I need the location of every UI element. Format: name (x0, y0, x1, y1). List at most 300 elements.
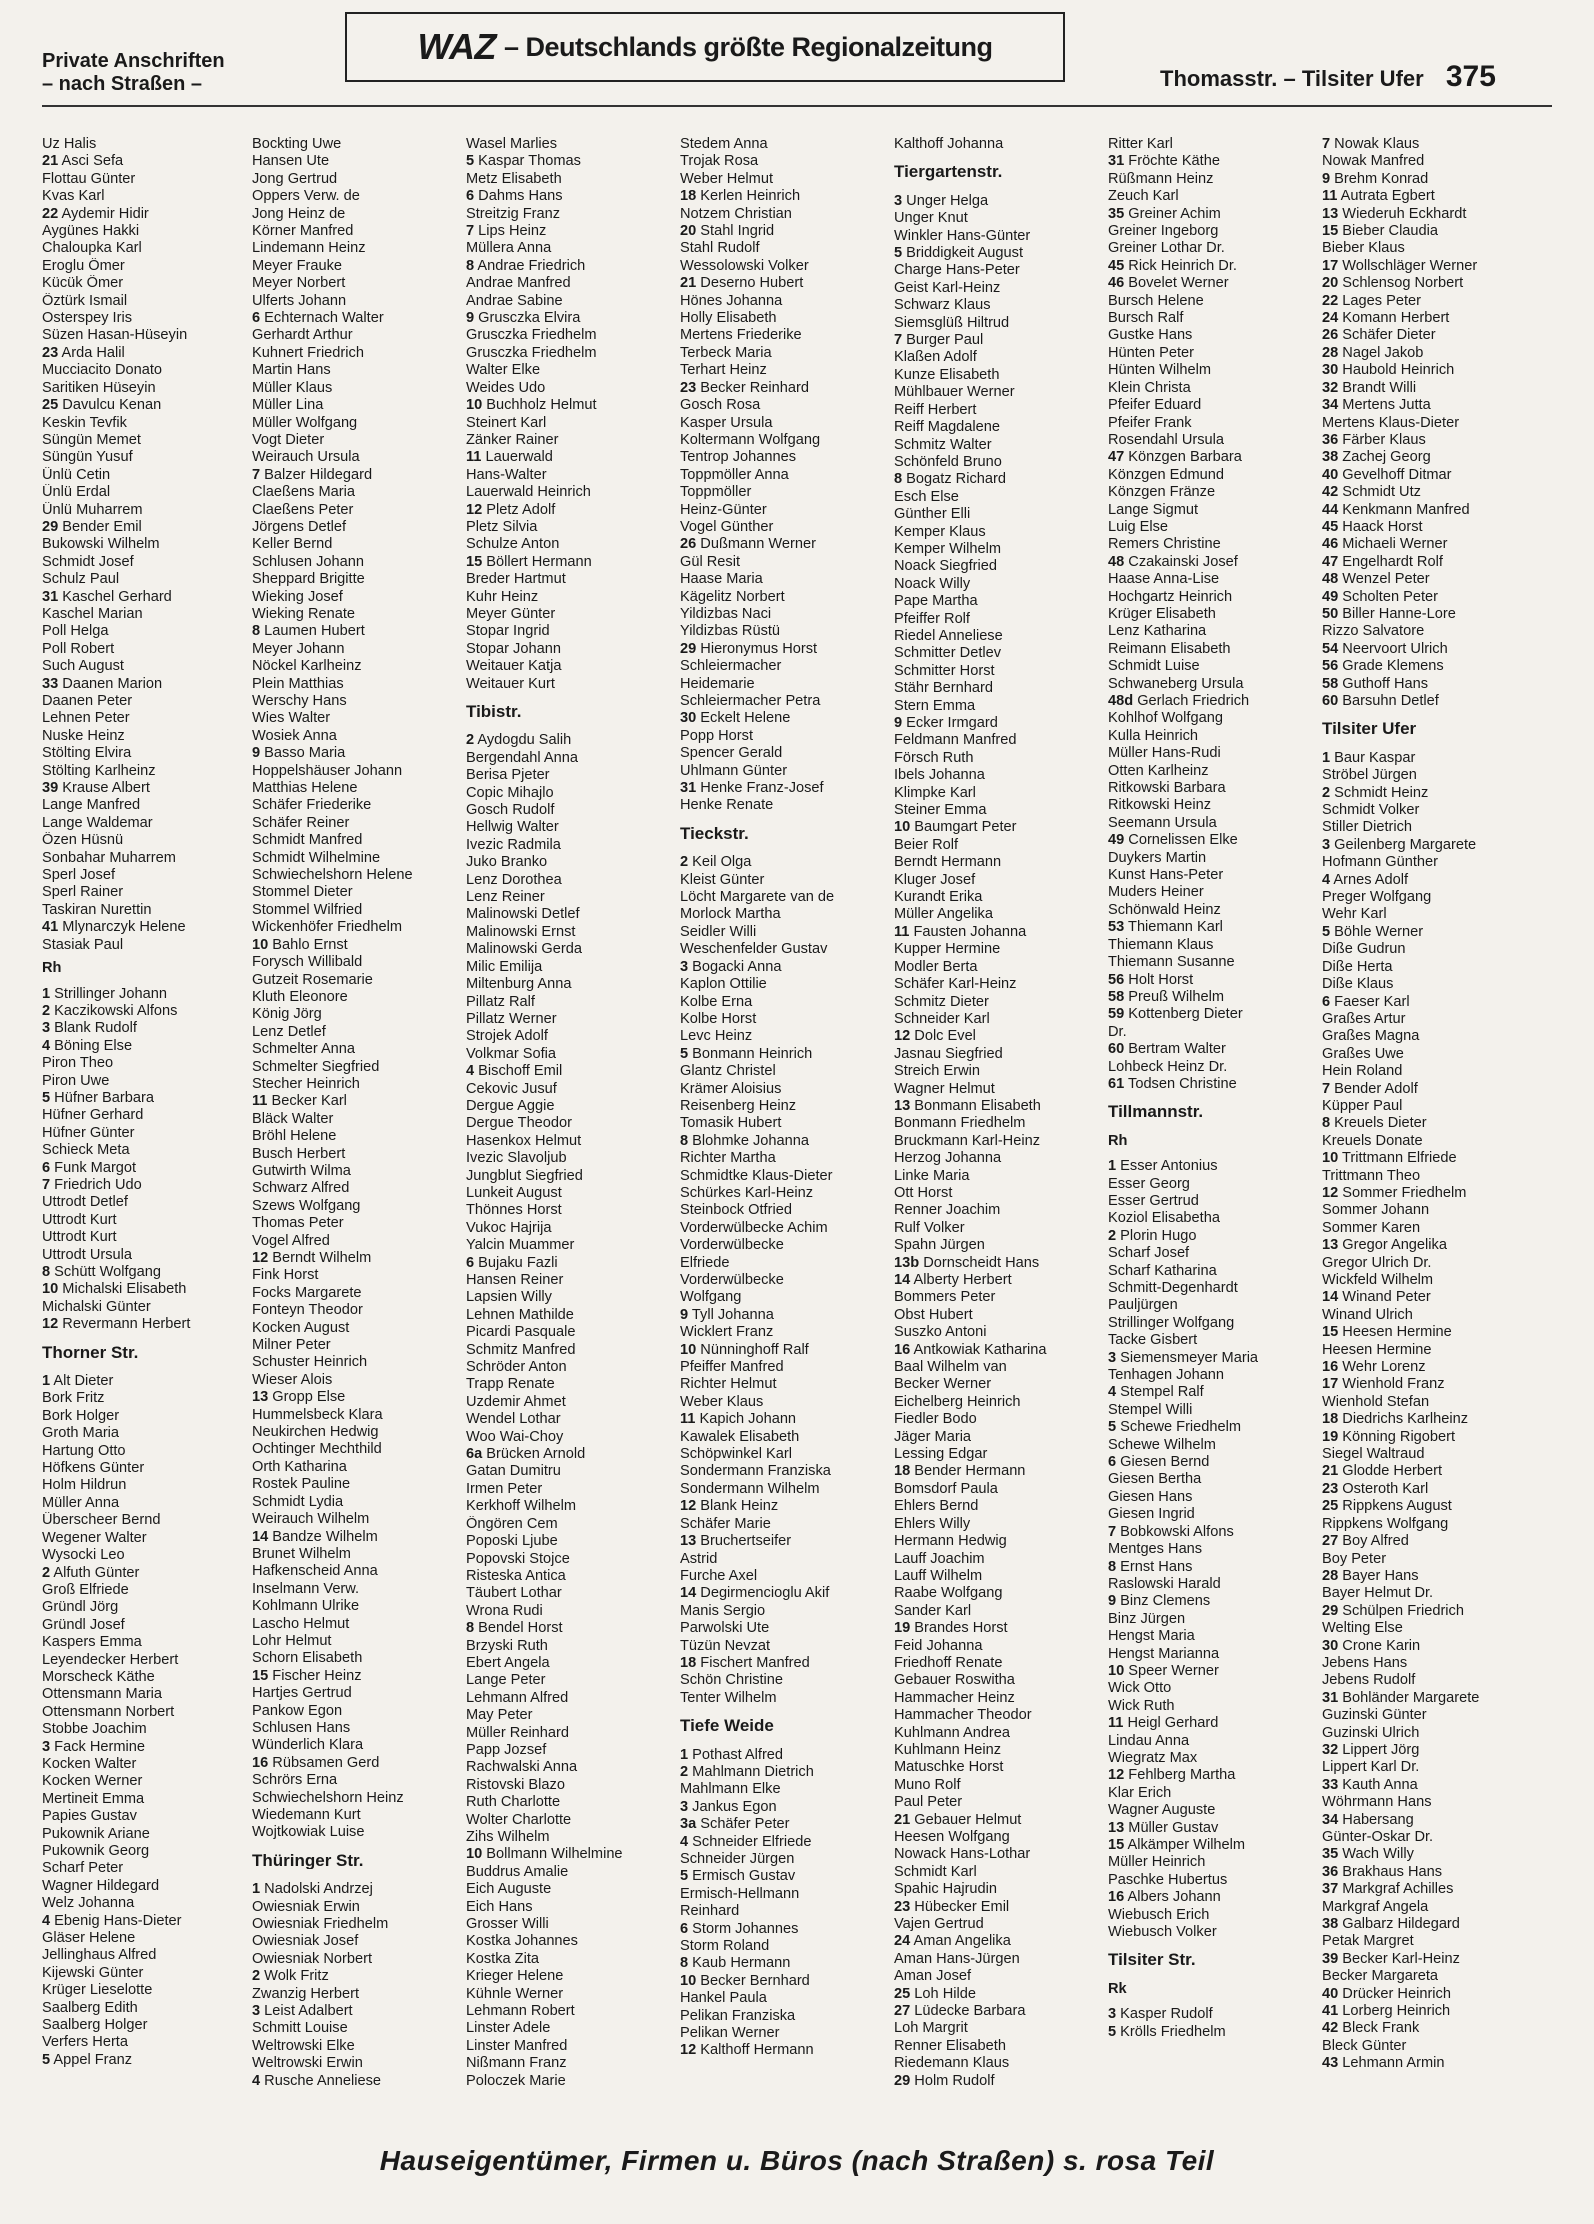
section-label (42, 50, 225, 96)
listing-entry: Muders Heiner (1108, 884, 1204, 901)
house-number: 11 (894, 923, 910, 940)
column-7 (1322, 136, 1530, 2073)
section-label-line1: Private Anschriften (42, 50, 225, 72)
listing-entry: 29 Bender Emil (42, 518, 142, 535)
listing-entry: 31 Fröchte Käthe (1108, 153, 1220, 170)
listing-entry: 10 Bahlo Ernst (252, 936, 348, 953)
listing-entry: Bomsdorf Paula (894, 1480, 998, 1497)
listing-entry: Schönwald Heinz (1108, 901, 1221, 918)
listing-entry: 1 Baur Kaspar (1322, 749, 1416, 766)
listing-entry: Müller Lina (252, 397, 324, 414)
listing-entry: Lange Peter (466, 1672, 546, 1689)
listing-entry: Kvas Karl (42, 188, 105, 205)
listing-entry: 4 Ebenig Hans-Dieter (42, 1912, 182, 1929)
listing-entry: Krüger Elisabeth (1108, 605, 1216, 622)
listing-entry: Kocken Walter (42, 1755, 137, 1772)
listing-entry: 3 Bogacki Anna (680, 958, 782, 975)
listing-entry: Weirauch Ursula (252, 449, 360, 466)
house-number: 39 (1322, 1950, 1339, 1967)
listing-entry: 14 Bandze Wilhelm (252, 1528, 378, 1545)
house-number: 11 (680, 1411, 696, 1428)
listing-entry: Schmelter Anna (252, 1041, 356, 1058)
house-number: 16 (1108, 1889, 1125, 1906)
house-number: 1 (42, 1373, 51, 1390)
listing-entry: Stölting Elvira (42, 745, 132, 762)
house-number: 6 (1322, 993, 1331, 1010)
listing-entry: Uz Halis (42, 136, 97, 152)
listing-entry: 4 Böning Else (42, 1037, 133, 1054)
house-number: 12 (1108, 1767, 1125, 1784)
listing-entry: Kolbe Horst (680, 1010, 757, 1027)
listing-entry: 13 Gregor Angelika (1322, 1237, 1447, 1254)
listing-entry: Stempel Willi (1108, 1401, 1193, 1418)
listing-entry: Hartung Otto (42, 1442, 126, 1459)
house-number: 8 (1108, 1558, 1117, 1575)
listing-entry: 26 Dußmann Werner (680, 536, 816, 553)
listing-entry: Tomasik Hubert (680, 1115, 782, 1132)
listing-entry: 12 Sommer Friedhelm (1322, 1184, 1467, 1201)
listing-entry: 4 Arnes Adolf (1322, 871, 1409, 888)
listing-entry: 7 Burger Paul (894, 332, 984, 349)
house-number: 15 (1322, 223, 1339, 240)
listing-entry: Strojek Adolf (466, 1028, 548, 1045)
listing-entry: Ochtinger Mechthild (252, 1441, 382, 1458)
listing-entry: Morlock Martha (680, 906, 781, 923)
house-number: 6 (1108, 1454, 1117, 1471)
listing-entry: 56 Grade Klemens (1322, 658, 1444, 675)
listing-entry: Schulze Anton (466, 536, 560, 553)
listing-entry: Kerkhoff Wilhelm (466, 1498, 577, 1515)
house-number: 4 (466, 1063, 475, 1080)
listing-entry: Schäfer Marie (680, 1515, 771, 1532)
listing-entry: Wasel Marlies (466, 136, 558, 152)
listing-entry: Hengst Marianna (1108, 1645, 1220, 1662)
listing-entry: 41 Lorberg Heinrich (1322, 2003, 1451, 2020)
listing-entry: Pelikan Franziska (680, 2007, 796, 2024)
listing-entry: Saalberg Edith (42, 1999, 138, 2016)
listing-entry: Riedel Anneliese (894, 627, 1003, 644)
listing-entry: Hüfner Gerhard (42, 1107, 144, 1124)
listing-entry: Streich Erwin (894, 1063, 980, 1080)
listing-entry: Preger Wolfgang (1322, 889, 1432, 906)
listing-entry: Grusczka Friedhelm (466, 327, 597, 344)
listing-entry: 32 Brandt Willi (1322, 379, 1417, 396)
listing-entry: Lehmann Robert (466, 2003, 575, 2020)
listing-entry: Uzdemir Ahmet (466, 1393, 566, 1410)
house-number: 10 (466, 1846, 483, 1863)
listing-entry: Morscheck Käthe (42, 1668, 155, 1685)
listing-entry: Mahlmann Elke (680, 1781, 781, 1798)
listing-entry: Pelikan Werner (680, 2025, 780, 2042)
listing-entry: Schön Christine (680, 1672, 784, 1689)
listing-entry: 20 Stahl Ingrid (680, 223, 775, 240)
listing-entry: 3 Fack Hermine (42, 1738, 146, 1755)
listing-entry: Groß Elfriede (42, 1581, 129, 1598)
house-number: 5 (42, 2051, 51, 2068)
listing-entry: Wiebusch Volker (1108, 1924, 1217, 1941)
listing-entry: 8 Blohmke Johanna (680, 1132, 810, 1149)
listing-entry: 3a Schäfer Peter (680, 1816, 790, 1833)
listing-entry: 3 Siemensmeyer Maria (1108, 1349, 1259, 1366)
listing-entry: Meyer Johann (252, 640, 345, 657)
house-number: 4 (680, 1833, 689, 1850)
listing-entry: 5 Bonmann Heinrich (680, 1045, 813, 1062)
listing-entry: Lange Manfred (42, 797, 141, 814)
listing-entry: Schwarz Klaus (894, 297, 991, 314)
listing-entry: Unger Knut (894, 210, 968, 227)
house-number: 6 (42, 1159, 51, 1176)
house-number: 31 (42, 588, 59, 605)
listing-entry: Löcht Margarete van de (680, 889, 835, 906)
listing-entry: Stedem Anna (680, 136, 768, 152)
house-number: 31 (1322, 1689, 1339, 1706)
listing-entry: Chaloupka Karl (42, 240, 142, 257)
listing-entry: Gosch Rosa (680, 397, 761, 414)
listing-entry: 17 Wienhold Franz (1322, 1376, 1445, 1393)
listing-entry: Mertens Klaus-Dieter (1322, 414, 1460, 431)
listing-entry: 29 Schülpen Friedrich (1322, 1602, 1464, 1619)
listing-entry: Kaschel Marian (42, 605, 143, 622)
listing-entry: Vogt Dieter (252, 431, 325, 448)
listing-entry: Grusczka Friedhelm (466, 344, 597, 361)
listing-entry: Raabe Wolfgang (894, 1585, 1003, 1602)
house-number: 17 (1322, 257, 1339, 274)
listing-entry: Kaspers Emma (42, 1634, 142, 1651)
listing-entry: Noack Siegfried (894, 558, 998, 575)
listing-entry: Wöhrmann Hans (1322, 1794, 1432, 1811)
listing-entry: Ottensmann Norbert (42, 1703, 175, 1720)
listing-entry: Milner Peter (252, 1337, 331, 1354)
listing-entry: 46 Bovelet Werner (1108, 275, 1229, 292)
listing-entry: Spahic Hajrudin (894, 1881, 998, 1898)
listing-entry: Hellwig Walter (466, 819, 559, 836)
listing-entry: 30 Haubold Heinrich (1322, 362, 1455, 379)
listing-entry: Pukownik Ariane (42, 1825, 150, 1842)
listing-entry: Holm Hildrun (42, 1477, 127, 1494)
listing-entry: 29 Hieronymus Horst (680, 640, 818, 657)
listing-entry: Müller Klaus (252, 379, 333, 396)
listing-entry: Guzinski Ulrich (1322, 1724, 1420, 1741)
listing-entry: Aman Hans-Jürgen (894, 1950, 1020, 1967)
listing-entry: 40 Gevelhoff Ditmar (1322, 466, 1452, 483)
house-number: 16 (1322, 1359, 1339, 1376)
listing-entry: Klar Erich (1108, 1784, 1172, 1801)
listing-entry: 36 Brakhaus Hans (1322, 1863, 1443, 1880)
house-number: 1 (1108, 1158, 1117, 1175)
listing-entry: Diße Herta (1322, 958, 1393, 975)
listing-entry: Ibels Johanna (894, 767, 985, 784)
house-number: 33 (1322, 1776, 1339, 1793)
listing-entry: Schwarz Alfred (252, 1180, 350, 1197)
listing-entry: Stobbe Joachim (42, 1721, 147, 1738)
listing-entry: Hammacher Heinz (894, 1689, 1015, 1706)
listing-entry: Krämer Aloisius (680, 1080, 782, 1097)
listing-entry: Kemper Wilhelm (894, 540, 1002, 557)
listing-entry: 53 Thiemann Karl (1108, 919, 1223, 936)
listing-entry: Schleiermacher Petra (680, 693, 821, 709)
listing-entry: Welting Else (1322, 1620, 1403, 1637)
listing-entry: 5 Ermisch Gustav (680, 1868, 796, 1885)
listing-entry: Klimpke Karl (894, 784, 976, 801)
house-number: 30 (680, 710, 697, 727)
house-number: 18 (680, 1654, 697, 1671)
house-number: 28 (1322, 1567, 1339, 1584)
listing-entry: Gutzeit Rosemarie (252, 971, 373, 988)
listing-entry: Elfriede (680, 1254, 730, 1271)
listing-entry: 6 Funk Margot (42, 1159, 137, 1176)
listing-entry: Claeßens Peter (252, 501, 354, 518)
listing-entry: 31 Kaschel Gerhard (42, 588, 172, 605)
listing-entry: Müller Wolfgang (252, 414, 358, 431)
listing-entry: Lenz Katharina (1108, 623, 1207, 640)
listing-entry: Kalthoff Johanna (894, 136, 1004, 152)
listing-entry: 38 Zachej Georg (1322, 449, 1431, 466)
listing-entry: Paul Peter (894, 1794, 963, 1811)
listing-entry: Kocken August (252, 1319, 350, 1336)
listing-entry: Gebauer Roswitha (894, 1672, 1015, 1689)
house-number: 10 (1322, 1150, 1339, 1167)
listing-entry: Öztürk Ismail (42, 292, 128, 309)
listing-entry: Sommer Johann (1322, 1202, 1430, 1219)
listing-entry: 60 Barsuhn Detlef (1322, 693, 1439, 709)
listing-entry: 27 Boy Alfred (1322, 1533, 1409, 1550)
listing-entry: Pauljürgen (1108, 1297, 1178, 1314)
house-number: 7 (894, 332, 903, 349)
listing-entry: Wiegratz Max (1108, 1749, 1198, 1766)
house-number: 59 (1108, 1006, 1125, 1023)
listing-entry: Kemper Klaus (894, 523, 986, 540)
listing-entry: Bukowski Wilhelm (42, 536, 160, 553)
listing-entry: 12 Blank Heinz (680, 1498, 779, 1515)
listing-entry: Lauff Joachim (894, 1550, 985, 1567)
listing-entry: Seidler Willi (680, 923, 757, 940)
house-number: 45 (1322, 518, 1339, 535)
house-number: 15 (252, 1667, 269, 1684)
house-number: 48 (1322, 571, 1339, 588)
listing-entry: Streitzig Franz (466, 205, 561, 222)
house-number: 56 (1108, 971, 1125, 988)
listing-entry: Müller Heinrich (1108, 1854, 1206, 1871)
listing-entry: Hünten Wilhelm (1108, 362, 1212, 379)
listing-entry: Kuhlmann Andrea (894, 1724, 1011, 1741)
listing-entry: Spencer Gerald (680, 745, 783, 762)
listing-entry: Petak Margret (1322, 1933, 1414, 1950)
listing-entry: Gründl Jörg (42, 1599, 119, 1616)
listing-entry: Tenter Wilhelm (680, 1689, 777, 1706)
listing-entry: 16 Rübsamen Gerd (252, 1754, 380, 1771)
listing-entry: Bleck Günter (1322, 2037, 1407, 2054)
listing-entry: Linster Manfred (466, 2037, 568, 2054)
listing-entry: 45 Haack Horst (1322, 518, 1423, 535)
listing-entry: 19 Könning Rigobert (1322, 1428, 1456, 1445)
listing-entry: 8 Laumen Hubert (252, 623, 365, 640)
listing-entry: Eich Hans (466, 1898, 533, 1915)
listing-entry: Ott Horst (894, 1184, 953, 1201)
listing-entry: 25 Rippkens August (1322, 1498, 1452, 1515)
street-heading: Tiefe Weide (680, 1717, 774, 1735)
listing-entry: 11 Autrata Egbert (1322, 188, 1435, 205)
listing-entry: 5 Krölls Friedhelm (1108, 2023, 1226, 2040)
listing-entry: Wick Ruth (1108, 1697, 1175, 1714)
house-number: 40 (1322, 466, 1339, 483)
listing-entry: 18 Fischert Manfred (680, 1654, 810, 1671)
house-number: 9 (680, 1306, 689, 1323)
listing-entry: 60 Bertram Walter (1108, 1041, 1226, 1058)
listing-entry: 13 Gropp Else (252, 1389, 346, 1406)
listing-entry: 8 Ernst Hans (1108, 1558, 1193, 1575)
listing-entry: Bieber Klaus (1322, 240, 1405, 257)
house-number: 28 (1322, 344, 1339, 361)
listing-entry: Noack Willy (894, 575, 971, 592)
listing-entry: Kunst Hans-Peter (1108, 867, 1224, 884)
listing-entry: Vogel Alfred (252, 1232, 330, 1249)
listing-entry: Popp Horst (680, 727, 754, 744)
listing-entry: 14 Degirmencioglu Akif (680, 1585, 830, 1602)
listing-entry: Renner Joachim (894, 1202, 1001, 1219)
listing-entry: Koziol Elisabetha (1108, 1210, 1220, 1227)
masthead-box (345, 12, 1065, 82)
listing-entry: 4 Bischoff Emil (466, 1063, 563, 1080)
column-4 (680, 136, 888, 2060)
listing-entry: Irmen Peter (466, 1480, 543, 1497)
listing-entry: Täubert Lothar (466, 1585, 562, 1602)
page-number: 375 (1445, 60, 1496, 93)
listing-entry: 9 Grusczka Elvira (466, 310, 581, 327)
listing-entry: Kluger Josef (894, 871, 976, 888)
listing-entry: Grosser Willi (466, 1916, 549, 1933)
listing-entry: Hengst Maria (1108, 1628, 1195, 1645)
listing-entry: Notzem Christian (680, 205, 792, 222)
listing-entry: Hammacher Theodor (894, 1707, 1032, 1724)
listing-entry: Becker Werner (894, 1376, 992, 1393)
listing-entry: Mertens Friederike (680, 327, 802, 344)
waz-logo: WAZ (417, 26, 496, 67)
house-number: 49 (1108, 832, 1125, 849)
listing-entry: Schröder Anton (466, 1359, 567, 1376)
listing-entry: 46 Michaeli Werner (1322, 536, 1448, 553)
listing-entry: Schmitz Manfred (466, 1341, 576, 1358)
listing-entry: Raslowski Harald (1108, 1575, 1221, 1592)
listing-entry: 2 Schmidt Heinz (1322, 784, 1429, 801)
listing-entry: Strillinger Wolfgang (1108, 1314, 1235, 1331)
house-number: 25 (894, 1985, 911, 2002)
house-number: 2 (680, 854, 689, 871)
listing-entry: Jong Gertrud (252, 170, 338, 187)
house-number: 42 (1322, 2020, 1339, 2037)
masthead-title: – Deutschlands größte Regionalzeitung (503, 31, 993, 62)
listing-entry: Stahl Rudolf (680, 240, 760, 257)
listing-entry: Sperl Rainer (42, 884, 124, 901)
listing-entry: Hummelsbeck Klara (252, 1406, 383, 1423)
listing-entry: Müller Angelika (894, 906, 993, 923)
listing-entry: Heinz-Günter (680, 501, 767, 518)
house-number: 10 (680, 1341, 697, 1358)
listing-entry: 10 Michalski Elisabeth (42, 1281, 187, 1298)
house-number: 2 (42, 1002, 51, 1019)
listing-entry: Gosch Rudolf (466, 802, 555, 819)
listing-entry: Diße Klaus (1322, 976, 1394, 993)
listing-entry: Bröhl Helene (252, 1128, 337, 1145)
listing-entry: Überscheer Bernd (42, 1512, 161, 1529)
listing-entry: Rachwalski Anna (466, 1759, 578, 1776)
house-number: 13 (1322, 205, 1339, 222)
listing-entry: 47 Könzgen Barbara (1108, 449, 1242, 466)
listing-entry: Heesen Wolfgang (894, 1829, 1010, 1845)
listing-entry: Vogel Günther (680, 518, 774, 535)
house-number: 31 (1108, 153, 1125, 170)
listing-entry: Koltermann Wolfgang (680, 431, 821, 448)
listing-entry: 44 Kenkmann Manfred (1322, 501, 1470, 518)
listing-entry: Özen Hüsnü (42, 832, 124, 849)
listing-entry: 38 Galbarz Hildegard (1322, 1916, 1460, 1933)
listing-entry: Kägelitz Norbert (680, 588, 785, 605)
listing-entry: Terhart Heinz (680, 362, 767, 379)
listing-entry: 6 Giesen Bernd (1108, 1454, 1210, 1471)
house-number: 7 (466, 223, 475, 240)
listing-entry: Thiemann Klaus (1108, 936, 1214, 953)
listing-entry: 15 Böllert Hermann (466, 553, 592, 570)
listing-entry: 13 Wiederuh Eckhardt (1322, 205, 1467, 222)
house-number: 3 (680, 1798, 689, 1815)
listing-entry: Wolter Charlotte (466, 1811, 572, 1828)
listing-entry: Terbeck Maria (680, 344, 772, 361)
listing-entry: 13 Bruchertseifer (680, 1533, 792, 1550)
house-number: 4 (252, 2072, 261, 2089)
house-number: 54 (1322, 640, 1339, 657)
listing-entry: 3 Unger Helga (894, 192, 989, 209)
listing-entry: Kluth Eleonore (252, 988, 348, 1005)
listing-entry: Jungblut Siegfried (466, 1167, 583, 1184)
listing-entry: Matuschke Horst (894, 1759, 1004, 1776)
listing-entry: 7 Friedrich Udo (42, 1176, 142, 1193)
listing-entry: 1 Pothast Alfred (680, 1746, 784, 1763)
listing-entry: König Jörg (252, 1006, 322, 1023)
listing-entry: Sondermann Wilhelm (680, 1480, 820, 1497)
listing-entry: Klein Christa (1108, 379, 1191, 396)
house-number: 24 (1322, 310, 1339, 327)
listing-entry: 33 Kauth Anna (1322, 1776, 1418, 1793)
listing-entry: Günther Elli (894, 506, 971, 523)
listing-entry: Michalski Günter (42, 1298, 151, 1315)
listing-entry: Furche Axel (680, 1567, 758, 1584)
listing-entry: 27 Lüdecke Barbara (894, 2003, 1026, 2020)
listing-entry: Brzyski Ruth (466, 1637, 548, 1654)
listing-entry: 49 Cornelissen Elke (1108, 832, 1238, 849)
house-number: 13 (1108, 1819, 1125, 1836)
listing-entry: Lippert Karl Dr. (1322, 1759, 1420, 1776)
listing-entry: Renner Elisabeth (894, 2037, 1006, 2054)
house-number: 1 (42, 985, 51, 1002)
listing-entry: 48 Wenzel Peter (1322, 571, 1430, 588)
house-number: 40 (1322, 1985, 1339, 2002)
listing-entry: Storm Roland (680, 1938, 770, 1955)
listing-entry: 21 Glodde Herbert (1322, 1463, 1443, 1480)
house-number: 18 (894, 1463, 911, 1480)
house-number: 4 (1322, 871, 1331, 888)
listing-entry: Levc Heinz (680, 1028, 753, 1045)
house-number: 14 (894, 1272, 911, 1288)
street-heading: Thüringer Str. (252, 1851, 364, 1870)
listing-entry: Manis Sergio (680, 1602, 766, 1619)
listing-entry: Siemsglüß Hiltrud (894, 314, 1010, 331)
listing-entry: Owiesniak Norbert (252, 1950, 373, 1967)
listing-entry: Weschenfelder Gustav (680, 941, 828, 958)
house-number: 10 (42, 1281, 59, 1298)
house-number: 13b (894, 1254, 920, 1271)
house-number: 38 (1322, 449, 1339, 466)
listing-entry: Jebens Hans (1322, 1654, 1408, 1671)
listing-entry: Trapp Renate (466, 1376, 555, 1393)
